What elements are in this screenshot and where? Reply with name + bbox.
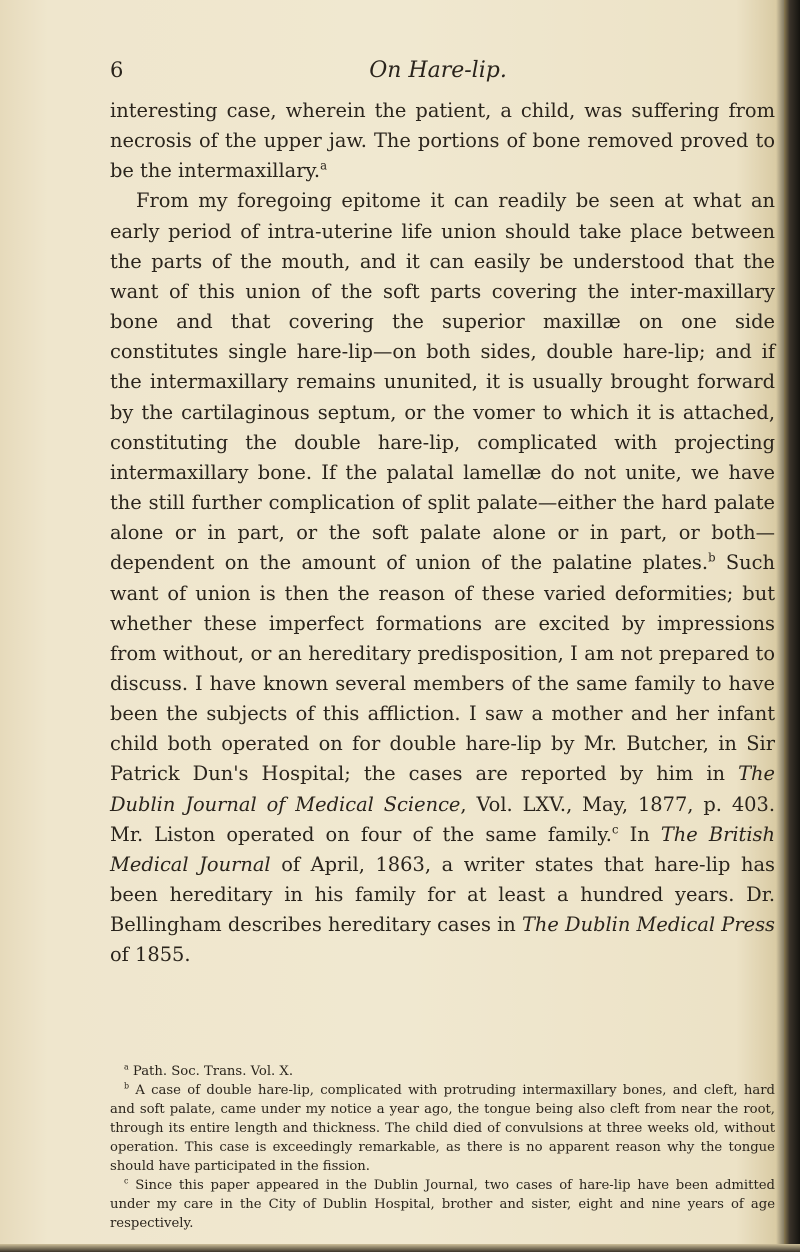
journal-title-british-medical: The British Medical Journal bbox=[110, 822, 775, 876]
paragraph-2-text-6: of 1855. bbox=[110, 943, 191, 967]
footnote-ref-a: a bbox=[320, 158, 327, 173]
footnote-b bbox=[110, 1081, 775, 1176]
paragraph-2-text-4: In bbox=[618, 822, 661, 846]
footnote-mark-a: a bbox=[124, 1062, 129, 1072]
paragraph-1-text: interesting case, wherein the patient, a child, was suffering from necrosis of the upper jaw. The portions of bone removed proved to be the intermaxillary. bbox=[110, 99, 775, 183]
footnote-c-text: Since this paper appeared in the Dublin Journal, two cases of hare-lip have been admitted under my care in the City of Dublin Hospital, brother and sister, eight and nine years of age respectively. bbox=[110, 1178, 775, 1231]
footnotes bbox=[110, 1062, 775, 1233]
footnote-b-text: A case of double hare-lip, complicated with protruding intermaxillary bones, and cleft, hard and soft palate, came under my notice a year ago, the tongue being also cleft from near the root, through its entire length and thickness. The child died of convulsions at three weeks old, without operation. This case is exceedingly remarkable, as there is no apparent reason why the tongue should have participated in the fission. bbox=[110, 1083, 775, 1174]
page-bottom-edge bbox=[0, 1244, 800, 1252]
paragraph-2-text-2: Such want of union is then the reason of these varied deformities; but whether these imperfect formations are excited by impressions from without, or an hereditary predisposition, I am not prepared to discuss. I have known several members of the same family to have been the subjects of this affliction. I saw a mother and her infant child both operated on for double hare-lip by Mr. Butcher, in Sir Patrick Dun's Hospital; the cases are reported by him in bbox=[110, 551, 775, 786]
paragraph-2-text-5: of April, 1863, a writer states that hare-lip has been hereditary in his family for at least a hundred years. Dr. Bellingham describes hereditary cases in bbox=[110, 852, 775, 937]
body-text bbox=[110, 96, 775, 971]
journal-title-dublin-press: The Dublin Medical Press bbox=[521, 913, 775, 937]
footnote-mark-c: c bbox=[124, 1176, 129, 1186]
footnote-mark-b: b bbox=[124, 1081, 130, 1091]
footnote-a bbox=[110, 1062, 775, 1081]
footnote-c bbox=[110, 1176, 775, 1233]
paragraph-2-text-1: From my foregoing epitome it can readily be seen at what an early period of intra-uterine life union should take place between the parts of the mouth, and it can easily be understood that the want of this union of the soft parts covering the inter-maxillary bone and that covering the superior maxillæ on one side constitutes single hare-lip—on both sides, double hare-lip; and if the intermaxillary remains ununited, it is usually brought forward by the cartilaginous septum, or the vomer to which it is attached, constituting the double hare-lip, complicated with projecting intermaxillary bone. If the palatal lamellæ do not unite, we have the still further complication of split palate—either the hard palate alone or in part, or the soft palate alone or in part, or both—dependent on the amount of union of the palatine plates. bbox=[110, 189, 775, 575]
page-number: 6 bbox=[110, 58, 124, 82]
journal-title-dublin-journal: The Dublin Journal of Medical Science bbox=[110, 762, 775, 816]
page-header bbox=[108, 58, 768, 88]
paragraph-2 bbox=[110, 186, 775, 970]
paragraph-2-text-3: , Vol. LXV., May, 1877, p. 403. Mr. Liston operated on four of the same family. bbox=[110, 792, 775, 846]
paragraph-1 bbox=[110, 96, 775, 186]
book-binding-edge bbox=[784, 0, 800, 1252]
footnote-ref-b: b bbox=[708, 550, 716, 565]
running-title: On Hare-lip. bbox=[369, 58, 507, 83]
footnote-a-text: Path. Soc. Trans. Vol. X. bbox=[128, 1064, 294, 1079]
footnote-ref-c: c bbox=[611, 822, 619, 837]
